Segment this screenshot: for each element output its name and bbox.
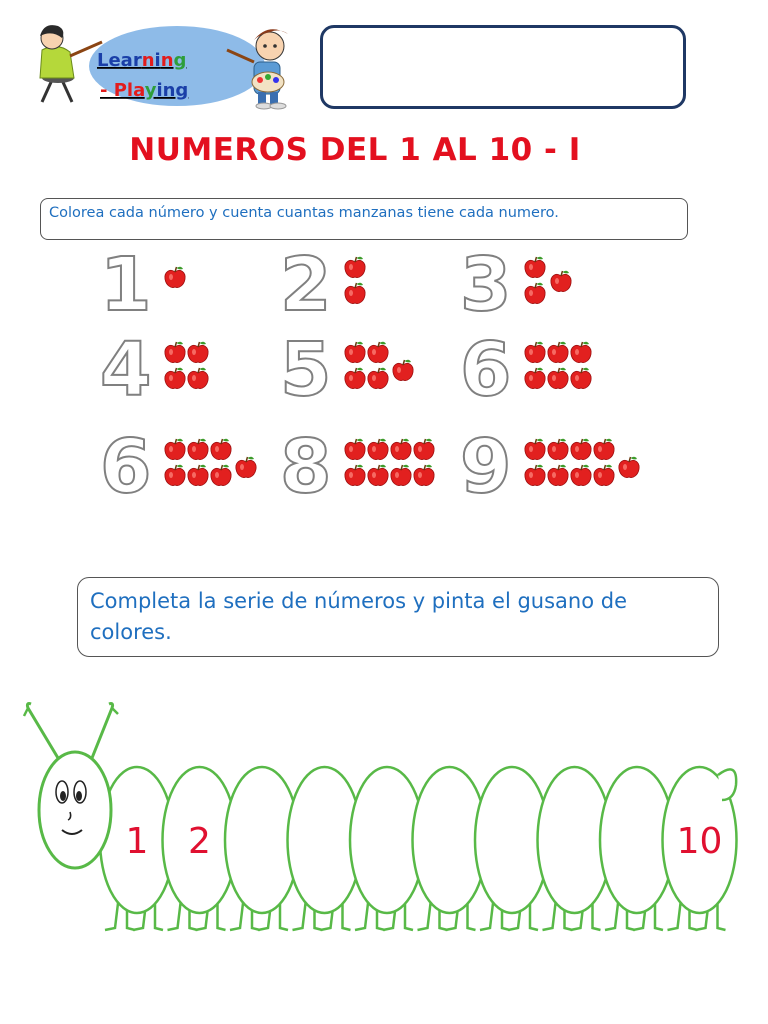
- outline-numeral[interactable]: 3: [460, 242, 512, 328]
- learning-playing-logo: [22, 20, 302, 112]
- apple-icon: [368, 465, 388, 486]
- caterpillar-head: [24, 704, 118, 869]
- outline-numeral[interactable]: 6: [100, 424, 152, 505]
- apple-icon: [211, 465, 231, 486]
- counting-grid: [90, 240, 670, 505]
- counting-cell: [280, 327, 413, 413]
- counting-cell: [460, 242, 571, 328]
- apple-icon: [594, 439, 614, 460]
- counting-cell: [280, 242, 365, 328]
- caterpillar-drawing: [0, 690, 768, 950]
- apple-icon: [525, 465, 545, 486]
- apple-icon: [345, 257, 365, 278]
- logo-line-1: Learning: [97, 50, 187, 71]
- apple-icon: [414, 439, 434, 460]
- apple-icon: [188, 342, 208, 363]
- apple-icon: [368, 368, 388, 389]
- counting-cell: [280, 424, 434, 505]
- apple-icon: [571, 439, 591, 460]
- logo-line-2: - Playing: [100, 80, 189, 101]
- apple-icon: [391, 465, 411, 486]
- apple-icon: [548, 342, 568, 363]
- page-title: NUMEROS DEL 1 AL 10 - I: [129, 132, 581, 168]
- apple-icon: [393, 360, 413, 381]
- apple-icon: [188, 465, 208, 486]
- outline-numeral[interactable]: 4: [100, 327, 152, 413]
- counting-cell: [100, 242, 185, 328]
- apple-icon: [188, 439, 208, 460]
- apple-icon: [619, 457, 639, 478]
- left-antenna: [27, 704, 58, 759]
- outline-numeral[interactable]: 8: [280, 424, 332, 505]
- segment-number: 1: [125, 821, 149, 862]
- apple-icon: [571, 465, 591, 486]
- segment-number: 2: [188, 821, 211, 862]
- apple-icon: [188, 368, 208, 389]
- apple-icon: [548, 368, 568, 389]
- apple-icon: [571, 368, 591, 389]
- apple-icon: [211, 439, 231, 460]
- segment-number: 10: [676, 821, 723, 862]
- apple-icon: [571, 342, 591, 363]
- apple-icon: [345, 439, 365, 460]
- apple-icon: [391, 439, 411, 460]
- apple-icon: [236, 457, 256, 478]
- instruction-count-apples: Colorea cada número y cuenta cuantas manzanas tiene cada numero.: [40, 198, 688, 240]
- apple-icon: [368, 439, 388, 460]
- outline-numeral[interactable]: 9: [460, 424, 512, 505]
- outline-numeral[interactable]: 1: [100, 242, 152, 328]
- apple-icon: [345, 465, 365, 486]
- apple-icon: [345, 368, 365, 389]
- apple-icon: [165, 368, 185, 389]
- apple-icon: [525, 368, 545, 389]
- apple-icon: [165, 267, 185, 288]
- apple-icon: [525, 257, 545, 278]
- apple-icon: [165, 439, 185, 460]
- outline-numeral[interactable]: 6: [460, 327, 512, 413]
- counting-cell: [460, 327, 591, 413]
- apple-icon: [345, 283, 365, 304]
- caterpillar-body: [100, 767, 737, 913]
- apple-icon: [414, 465, 434, 486]
- name-box[interactable]: [320, 25, 686, 109]
- apple-icon: [525, 439, 545, 460]
- apple-icon: [165, 465, 185, 486]
- apple-icon: [368, 342, 388, 363]
- counting-cell: [460, 424, 639, 505]
- outline-numeral[interactable]: 5: [280, 327, 332, 413]
- apple-icon: [548, 439, 568, 460]
- counting-cell: [100, 424, 256, 505]
- instruction-complete-series: Completa la serie de números y pinta el gusano de colores.: [77, 577, 719, 657]
- apple-icon: [548, 465, 568, 486]
- right-antenna: [92, 704, 113, 759]
- apple-icon: [551, 271, 571, 292]
- apple-icon: [165, 342, 185, 363]
- apple-icon: [345, 342, 365, 363]
- outline-numeral[interactable]: 2: [280, 242, 332, 328]
- apple-icon: [594, 465, 614, 486]
- apple-icon: [525, 342, 545, 363]
- apple-icon: [525, 283, 545, 304]
- counting-cell: [100, 327, 208, 413]
